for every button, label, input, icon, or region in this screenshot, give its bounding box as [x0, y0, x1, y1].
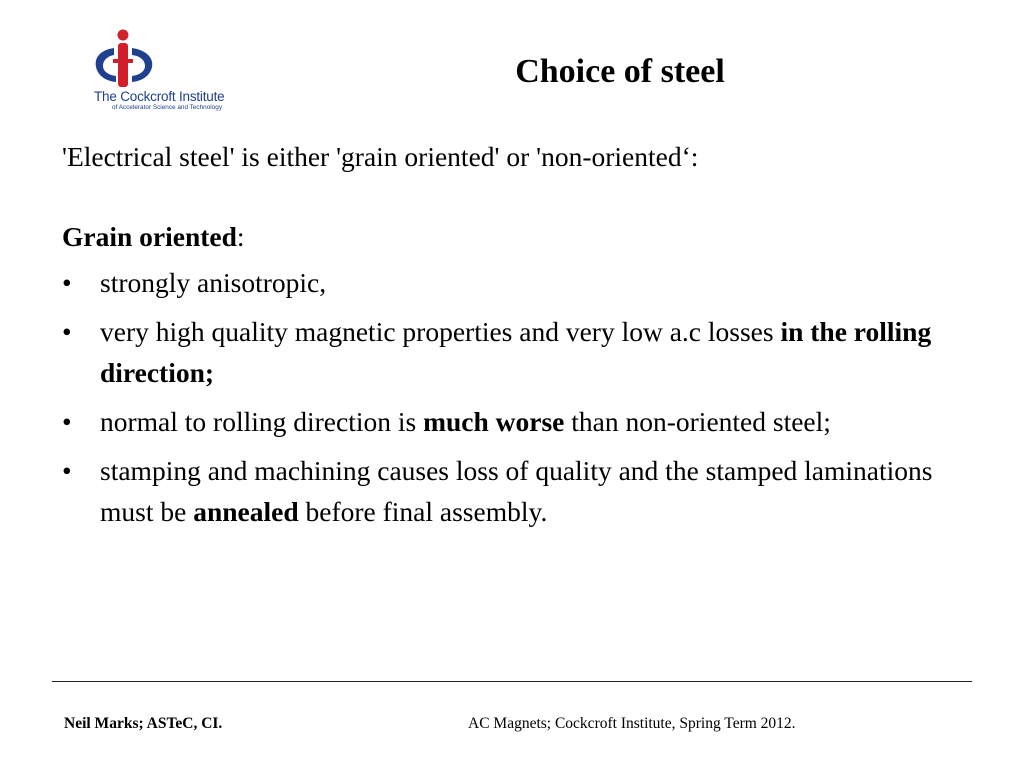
section-heading	[62, 216, 972, 257]
bullet-text: very high quality magnetic properties and very low a.c losses	[100, 316, 781, 347]
footer-course: AC Magnets; Cockcroft Institute, Spring Term 2012.	[468, 715, 796, 732]
cockcroft-institute-logo	[88, 26, 248, 118]
slide-content	[62, 136, 972, 540]
logo-subtitle: of Accelerator Science and Technology	[112, 103, 223, 111]
bullet-text: stamping and machining causes loss of quality and the stamped laminations must be	[100, 455, 933, 527]
bullet-item	[62, 401, 972, 442]
bullet-item	[62, 311, 972, 393]
footer-author: Neil Marks; ASTeC, CI.	[64, 715, 223, 732]
bullet-text-tail: than non-oriented steel;	[564, 406, 831, 437]
logo-caption	[94, 90, 250, 111]
bullet-text: normal to rolling direction is	[100, 406, 424, 437]
slide-title: Choice of steel	[515, 53, 725, 90]
cockcroft-logo-icon	[88, 26, 248, 90]
bullet-emphasis: annealed	[193, 496, 299, 527]
section-heading-colon: :	[236, 221, 245, 252]
section-heading-label: Grain oriented	[62, 221, 237, 252]
bullet-emphasis: in the rolling direction;	[100, 316, 932, 388]
bullet-emphasis: much worse	[423, 406, 565, 437]
bullet-item	[62, 262, 972, 303]
bullet-item	[62, 450, 972, 532]
bullet-text: strongly anisotropic,	[100, 267, 327, 298]
bullet-list	[62, 262, 972, 532]
bullet-text-tail: before final assembly.	[298, 496, 548, 527]
footer-divider	[52, 681, 972, 682]
intro-text: 'Electrical steel' is either 'grain oriented' or 'non-oriented‘:	[62, 141, 699, 172]
logo-name: The Cockcroft Institute	[94, 89, 225, 104]
